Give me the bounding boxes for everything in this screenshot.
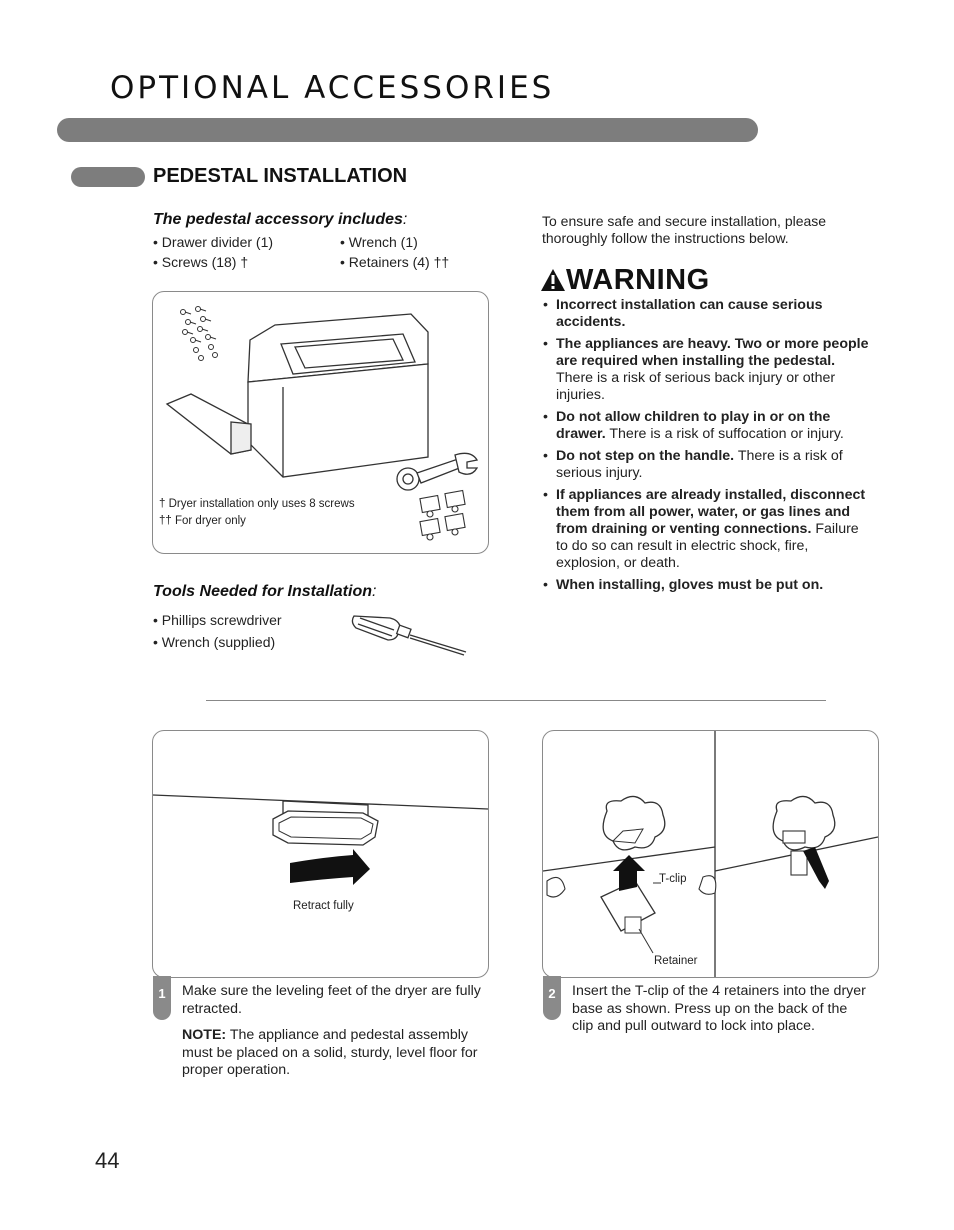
screwdriver-icon xyxy=(348,610,474,658)
warning-item: • Do not step on the handle. There is a risk of serious injury. xyxy=(542,448,872,482)
warning-item: • Do not allow children to play in or on the drawer. There is a risk of suffocation or injury. xyxy=(542,409,872,443)
warning-item: • The appliances are heavy. Two or more people are required when installing the pedestal. There is a risk of serious back injury or other injuries. xyxy=(542,336,872,404)
includes-item: • Wrench (1) xyxy=(340,234,418,250)
warning-item: • When installing, gloves must be put on. xyxy=(542,577,872,594)
warning-list xyxy=(542,297,872,599)
page-title: OPTIONAL ACCESSORIES xyxy=(110,70,555,106)
warning-label: WARNING xyxy=(566,264,710,296)
title-bar xyxy=(57,118,758,142)
step-number: 1 xyxy=(153,976,171,1020)
retainer-install-illustration xyxy=(543,731,878,977)
step-number: 2 xyxy=(543,976,561,1020)
warning-item: • Incorrect installation can cause serious accidents. xyxy=(542,297,872,331)
leveling-foot-illustration xyxy=(153,731,488,977)
warning-item: • If appliances are already installed, disconnect them from all power, water, or gas lines and from draining or venting connections. Failure to do so can result in electric shock, fire, explosion, or death. xyxy=(542,487,872,572)
accessory-illustration-box xyxy=(152,291,489,554)
step1-text: Make sure the leveling feet of the dryer are fully retracted. xyxy=(182,983,481,1017)
page-number: 44 xyxy=(95,1148,120,1173)
image-label: Retract fully xyxy=(293,900,354,912)
retainer-label: Retainer xyxy=(654,955,698,967)
section-marker xyxy=(71,167,145,187)
includes-item: • Screws (18) † xyxy=(153,254,249,270)
step1-illustration-box xyxy=(152,730,489,978)
step1-note: NOTE: The appliance and pedestal assembly must be placed on a solid, sturdy, level floor for proper operation. xyxy=(182,1027,478,1078)
includes-heading: The pedestal accessory includes: xyxy=(153,211,408,228)
section-divider xyxy=(206,700,826,701)
intro-text: To ensure safe and secure installation, please thoroughly follow the instructions below. xyxy=(542,213,827,246)
footnote: † Dryer installation only uses 8 screws xyxy=(159,498,355,510)
tools-heading: Tools Needed for Installation: xyxy=(153,583,377,600)
tools-item: • Phillips screwdriver xyxy=(153,612,282,628)
pedestal-accessories-illustration xyxy=(153,292,488,553)
includes-item: • Retainers (4) †† xyxy=(340,254,450,270)
warning-triangle-icon xyxy=(540,268,566,292)
tools-item: • Wrench (supplied) xyxy=(153,634,276,650)
footnote: †† For dryer only xyxy=(159,515,246,527)
section-title: PEDESTAL INSTALLATION xyxy=(153,165,408,187)
includes-item: • Drawer divider (1) xyxy=(153,234,274,250)
step2-text: Insert the T-clip of the 4 retainers into the dryer base as shown. Press up on the back of the clip and pull outward to lock into place. xyxy=(572,983,866,1034)
tclip-label: T-clip xyxy=(659,873,687,885)
step2-illustration-box xyxy=(542,730,879,978)
